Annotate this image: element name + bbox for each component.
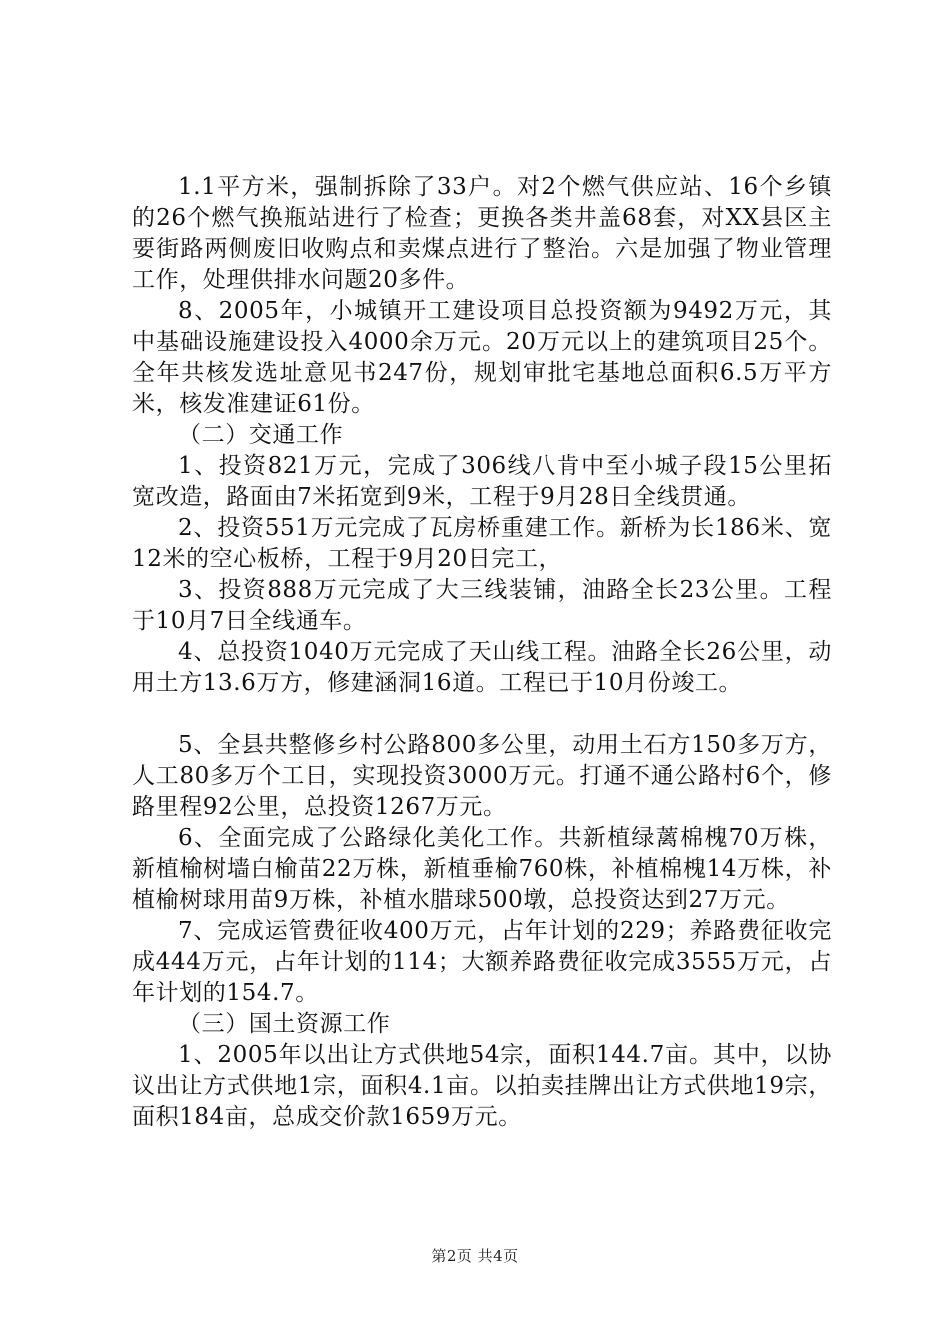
page-footer bbox=[0, 1245, 950, 1266]
paragraph-transport-1: 1、投资821万元，完成了306线八肯中至小城子段15公里拓宽改造，路面由7米拓宽到9米，工程于9月28日全线贯通。 bbox=[132, 453, 832, 510]
paragraph-transport-5: 5、全县共整修乡村公路800多公里，动用土石方150多万方，人工80多万个工日，实现投资3000万元。打通不通公路村6个，修路里程92公里，总投资1267万元。 bbox=[132, 732, 832, 820]
section-heading-transport: （二）交通工作 bbox=[178, 422, 344, 448]
paragraph-demolition: 1.1平方米，强制拆除了33户。对2个燃气供应站、16个乡镇的26个燃气换瓶站进行了检查；更换各类井盖68套，对XX县区主要街路两侧废旧收购点和卖煤点进行了整治。六是加强了物业管理工作，处理供排水问题20多件。 bbox=[132, 174, 832, 293]
paragraph-transport-3: 3、投资888万元完成了大三线装铺，油路全长23公里。工程于10月7日全线通车。 bbox=[132, 577, 832, 634]
paragraph-transport-6: 6、全面完成了公路绿化美化工作。共新植绿蓠棉槐70万株，新植榆树墙白榆苗22万株，新植垂榆760株，补植棉槐14万株，补植榆树球用苗9万株，补植水腊球500墩，总投资达到27万元。 bbox=[132, 825, 832, 913]
paragraph-transport-7: 7、完成运管费征收400万元，占年计划的229；养路费征收完成444万元，占年计划的114；大额养路费征收完成3555万元，占年计划的154.7。 bbox=[132, 918, 832, 1006]
page-number-label: 第2页 共4页 bbox=[431, 1247, 519, 1265]
paragraph-small-town-investment: 8、2005年，小城镇开工建设项目总投资额为9492万元，其中基础设施建设投入4000余万元。20万元以上的建筑项目25个。全年共核发选址意见书247份，规划审批宅基地总面积6.5万平方米，核发准建证61份。 bbox=[132, 298, 832, 417]
section-heading-land-resources: （三）国土资源工作 bbox=[178, 1011, 391, 1037]
paragraph-land-1: 1、2005年以出让方式供地54宗，面积144.7亩。其中，以协议出让方式供地1宗，面积4.1亩。以拍卖挂牌出让方式供地19宗，面积184亩，总成交价款1659万元。 bbox=[132, 1042, 832, 1130]
document-body bbox=[132, 172, 832, 1133]
paragraph-transport-4: 4、总投资1040万元完成了天山线工程。油路全长26公里，动用土方13.6万方，修建涵洞16道。工程已于10月份竣工。 bbox=[132, 639, 832, 696]
paragraph-transport-2: 2、投资551万元完成了瓦房桥重建工作。新桥为长186米、宽12米的空心板桥，工程于9月20日完工， bbox=[132, 515, 832, 572]
